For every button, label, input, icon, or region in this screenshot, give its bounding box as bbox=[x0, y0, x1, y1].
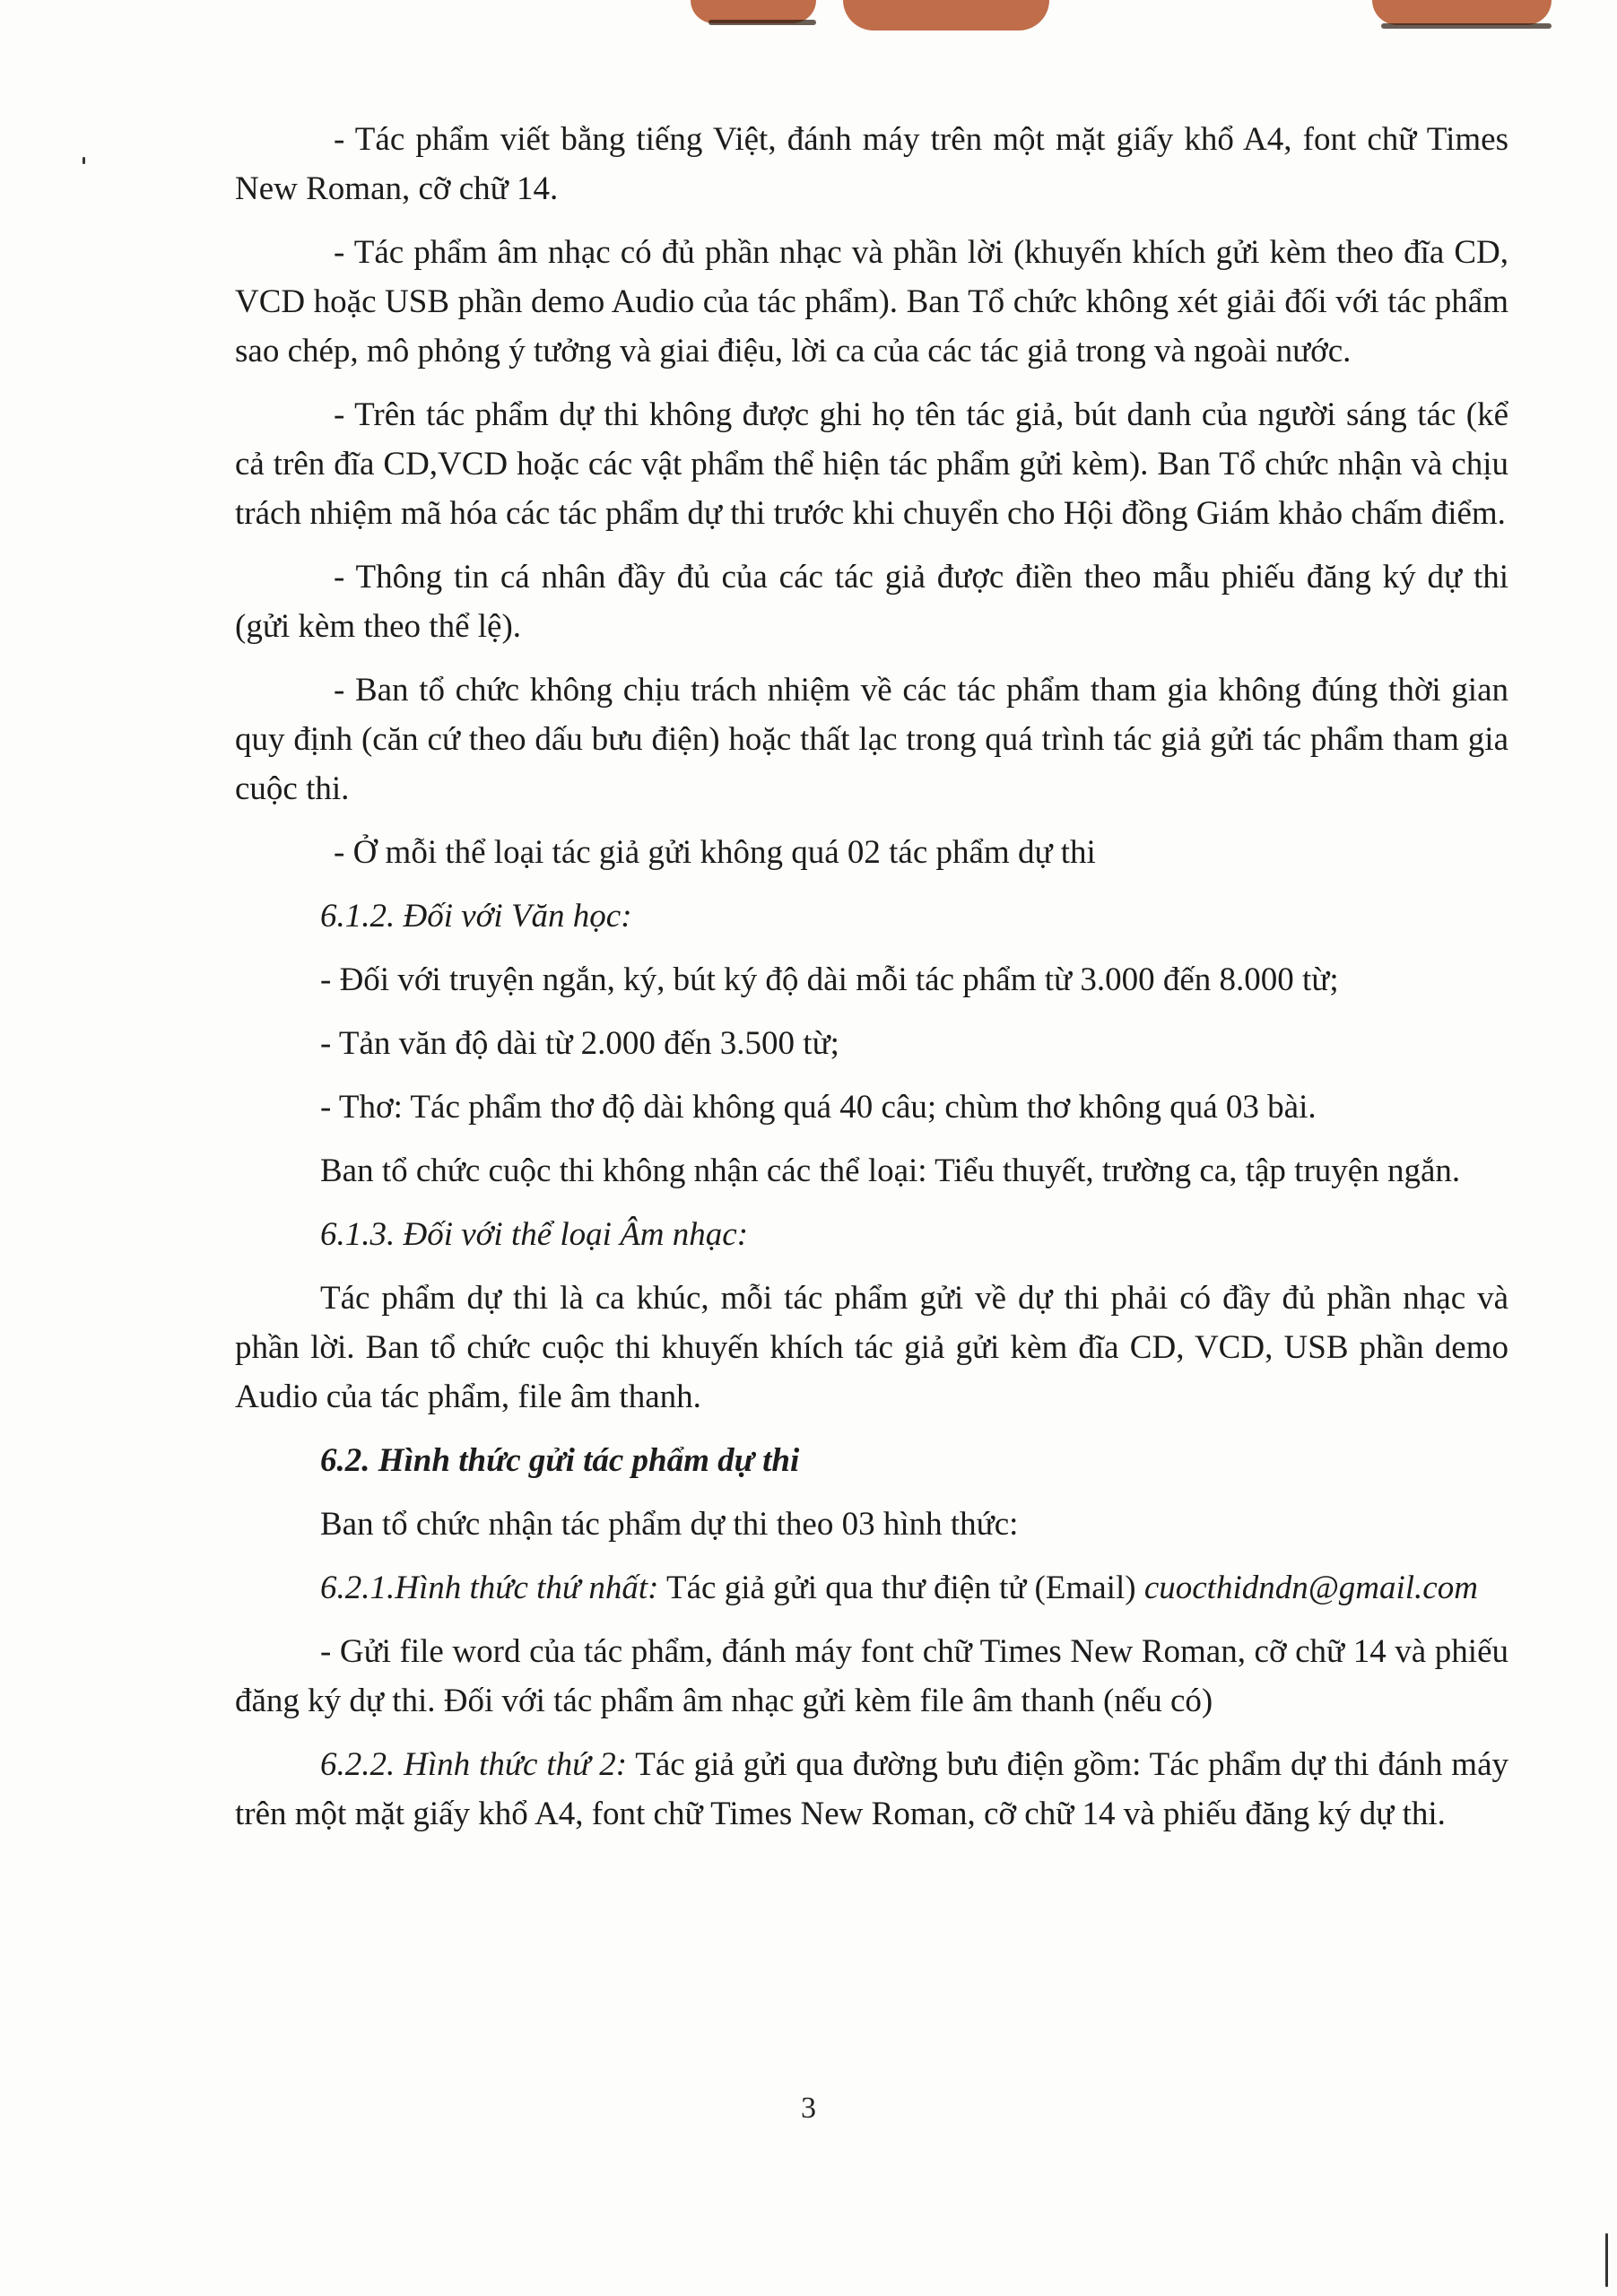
form-two-lead: 6.2.2. Hình thức thứ 2: bbox=[320, 1746, 628, 1783]
form-one-lead: 6.2.1.Hình thức thứ nhất: bbox=[320, 1570, 659, 1606]
heading-submission-form: 6.2. Hình thức gửi tác phẩm dự thi bbox=[320, 1442, 800, 1479]
scan-smudge bbox=[709, 20, 816, 25]
form-two-text: Tác giả gửi qua đường bưu điện gồm: Tác phẩm dự thi đánh máy trên một mặt giấy khổ A4, font chữ Times New Roman, cỡ chữ 14 và phiếu đăng ký dự thi. bbox=[235, 1746, 1508, 1832]
heading-literature: 6.1.2. Đối với Văn học: bbox=[320, 898, 632, 935]
paragraph-short-story: - Đối với truyện ngắn, ký, bút ký độ dài mỗi tác phẩm từ 3.000 đến 8.000 từ; bbox=[320, 961, 1339, 998]
scan-speck bbox=[83, 157, 85, 164]
scan-edge-mark bbox=[1605, 2233, 1608, 2287]
paragraph-personal-info: - Thông tin cá nhân đầy đủ của các tác giả được điền theo mẫu phiếu đăng ký dự thi (gửi kèm theo thể lệ). bbox=[235, 559, 1508, 645]
email-address: cuocthidndn@gmail.com bbox=[1143, 1570, 1478, 1606]
paragraph-language-format: - Tác phẩm viết bằng tiếng Việt, đánh máy trên một mặt giấy khổ A4, font chữ Times New Roman, cỡ chữ 14. bbox=[235, 121, 1508, 207]
paragraph-limit: - Ở mỗi thể loại tác giả gửi không quá 02 tác phẩm dự thi bbox=[334, 834, 1096, 871]
paragraph-essay: - Tản văn độ dài từ 2.000 đến 3.500 từ; bbox=[320, 1025, 839, 1062]
page-number: 3 bbox=[801, 2092, 816, 2125]
scan-smudge bbox=[1372, 0, 1552, 25]
paragraph-three-forms: Ban tổ chức nhận tác phẩm dự thi theo 03 hình thức: bbox=[320, 1506, 1019, 1543]
paragraph-poetry: - Thơ: Tác phẩm thơ độ dài không quá 40 câu; chùm thơ không quá 03 bài. bbox=[320, 1089, 1317, 1126]
paragraph-song: Tác phẩm dự thi là ca khúc, mỗi tác phẩm gửi về dự thi phải có đầy đủ phần nhạc và phần lời. Ban tổ chức cuộc thi khuyến khích tác giả gửi kèm đĩa CD, VCD, USB phần demo Audio của tác phẩm, file âm thanh. bbox=[235, 1280, 1508, 1415]
paragraph-responsibility: - Ban tổ chức không chịu trách nhiệm về các tác phẩm tham gia không đúng thời gian quy định (căn cứ theo dấu bưu điện) hoặc thất lạc trong quá trình tác giả gửi tác phẩm tham gia cuộc thi. bbox=[235, 672, 1508, 807]
heading-music: 6.1.3. Đối với thể loại Âm nhạc: bbox=[320, 1216, 749, 1253]
paragraph-word-file: - Gửi file word của tác phẩm, đánh máy font chữ Times New Roman, cỡ chữ 14 và phiếu đăng ký dự thi. Đối với tác phẩm âm nhạc gửi kèm file âm thanh (nếu có) bbox=[235, 1633, 1508, 1719]
form-one-text: Tác giả gửi qua thư điện tử (Email) bbox=[658, 1570, 1144, 1606]
document-body bbox=[235, 115, 1508, 1853]
paragraph-form-email bbox=[235, 1563, 1508, 1613]
paragraph-anonymity: - Trên tác phẩm dự thi không được ghi họ tên tác giả, bút danh của người sáng tác (kể cả trên đĩa CD,VCD hoặc các vật phẩm thể hiện tác phẩm gửi kèm). Ban Tổ chức nhận và chịu trách nhiệm mã hóa các tác phẩm dự thi trước khi chuyển cho Hội đồng Giám khảo chấm điểm. bbox=[235, 396, 1508, 532]
paragraph-form-post bbox=[235, 1740, 1508, 1839]
scan-smudge bbox=[1381, 23, 1552, 29]
scan-smudge bbox=[843, 0, 1049, 30]
paragraph-music-work: - Tác phẩm âm nhạc có đủ phần nhạc và phần lời (khuyến khích gửi kèm theo đĩa CD, VCD hoặc USB phần demo Audio của tác phẩm). Ban Tổ chức không xét giải đối với tác phẩm sao chép, mô phỏng ý tưởng và giai điệu, lời ca của các tác giả trong và ngoài nước. bbox=[235, 234, 1508, 370]
paragraph-excluded-genres: Ban tổ chức cuộc thi không nhận các thể loại: Tiểu thuyết, trường ca, tập truyện ngắn. bbox=[320, 1152, 1461, 1189]
